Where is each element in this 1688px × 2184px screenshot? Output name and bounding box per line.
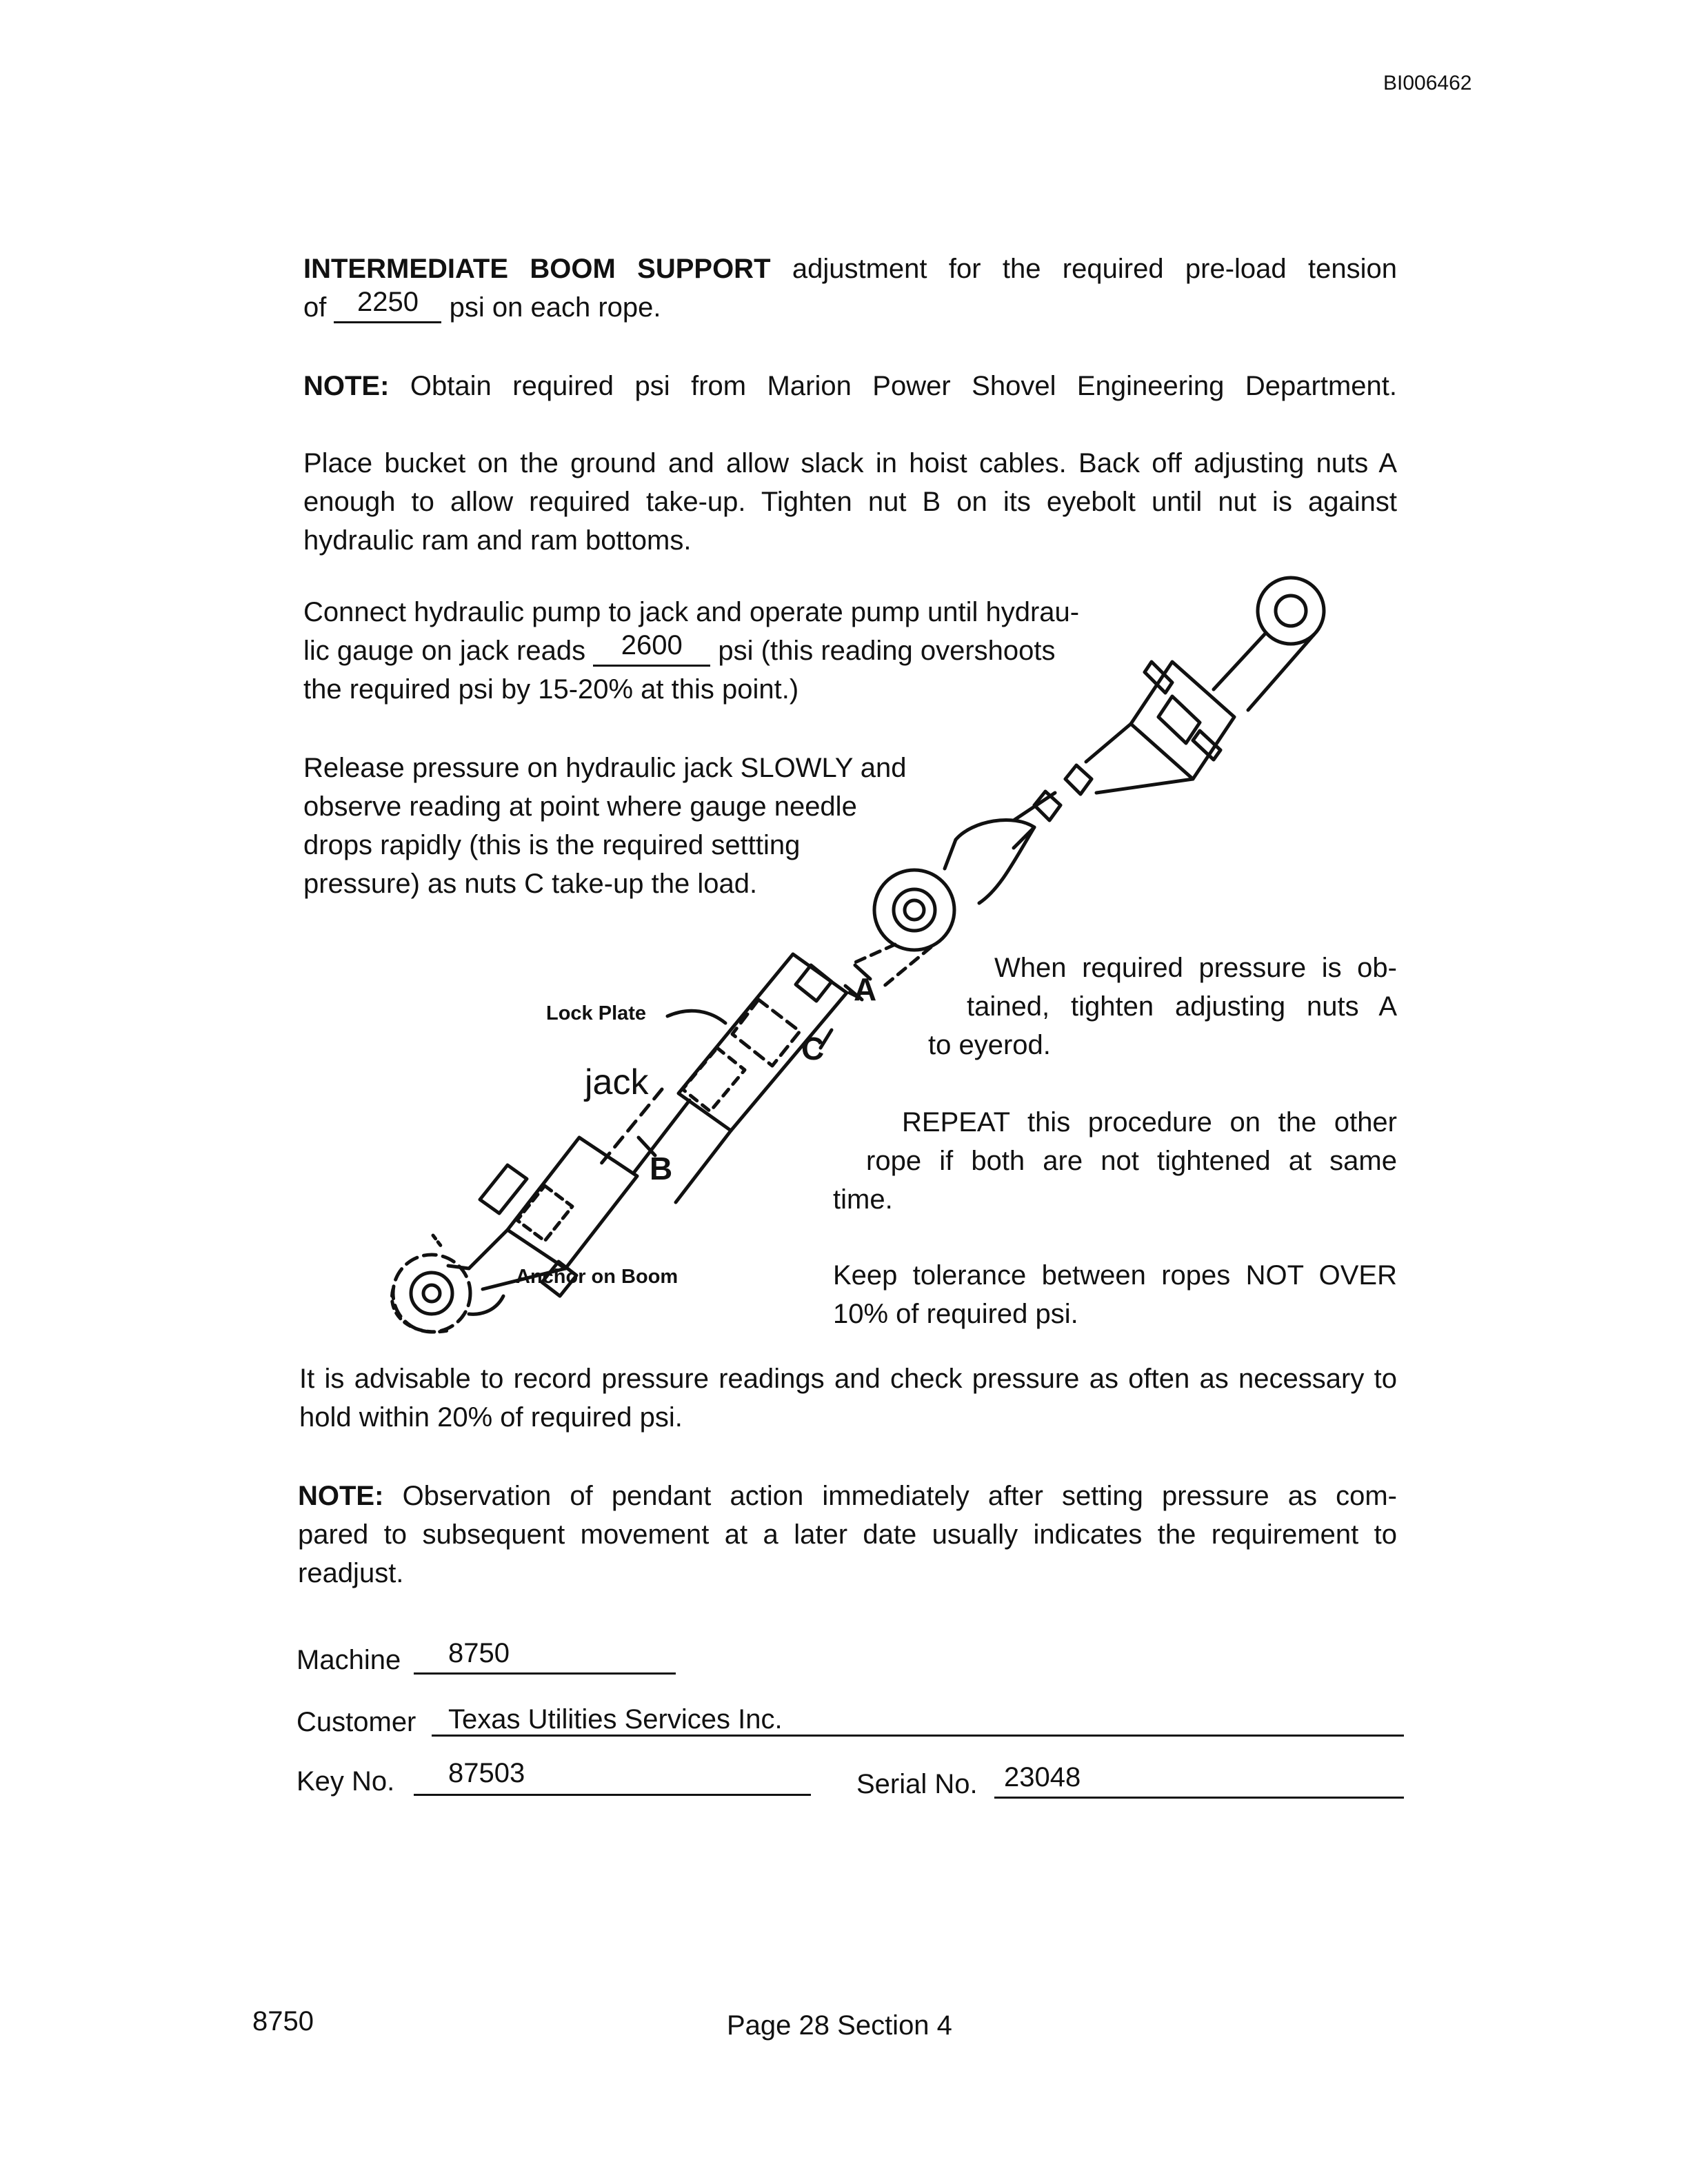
tolerance-line-1: Keep tolerance between ropes NOT OVER [833, 1260, 1397, 1291]
section-heading: INTERMEDIATE BOOM SUPPORT [303, 254, 771, 284]
repeat-line-2: rope if both are not tightened at same [866, 1146, 1397, 1176]
required-psi-field: 2250 [334, 294, 441, 323]
customer-value: Texas Utilities Services Inc. [448, 1704, 783, 1735]
obtained-line-3: to eyerod. [928, 1030, 1051, 1060]
lock-plate-label: Lock Plate [546, 1002, 647, 1024]
jack-label: jack [585, 1062, 649, 1102]
place-line-3: hydraulic ram and ram bottoms. [303, 525, 692, 556]
serial-no-value: 23048 [1004, 1762, 1081, 1792]
serial-no-label: Serial No. [856, 1769, 978, 1799]
obtained-line-1: When required pressure is ob- [994, 953, 1397, 983]
advisable-line-1: It is advisable to record pressure readings and check pressure as often as necessary to [299, 1364, 1397, 1394]
middle-eye-icon [855, 870, 954, 987]
nut-c-label: C [801, 1031, 825, 1066]
machine-value: 8750 [448, 1638, 510, 1668]
repeat-line-3: time. [833, 1184, 893, 1215]
obtained-line-2: tained, tighten adjusting nuts A [967, 991, 1397, 1022]
intro-text-b: psi on each rope. [449, 292, 661, 323]
customer-label: Customer [297, 1707, 416, 1737]
connect-line-1: Connect hydraulic pump to jack and operate pump until hydrau- [303, 597, 1080, 627]
nut-a-label: A [854, 971, 877, 1007]
note-label: NOTE: [298, 1481, 384, 1511]
document-id: BI006462 [1383, 72, 1472, 94]
key-no-label: Key No. [297, 1766, 395, 1797]
footer-page-section: Page 28 Section 4 [727, 2010, 952, 2041]
release-line-1: Release pressure on hydraulic jack SLOWLY and [303, 753, 907, 783]
note-label: NOTE: [303, 371, 390, 401]
nut-b-label: B [650, 1151, 673, 1186]
note2-line-2: pared to subsequent movement at a later date usually indicates the requirement to [298, 1519, 1397, 1550]
advisable-line-2: hold within 20% of required psi. [299, 1402, 683, 1433]
lock-plate-leader [667, 1011, 725, 1023]
repeat-line-1: REPEAT this procedure on the other [902, 1107, 1397, 1138]
release-line-4: pressure) as nuts C take-up the load. [303, 869, 758, 899]
footer-machine-number: 8750 [252, 2006, 314, 2036]
place-line-1: Place bucket on the ground and allow slack in hoist cables. Back off adjusting nuts A [303, 448, 1397, 478]
intro-text-a: adjustment for the required pre-load tension [792, 254, 1397, 284]
connect-line-2a: lic gauge on jack reads [303, 636, 586, 666]
anchor-on-boom-label: Anchor on Boom [516, 1266, 679, 1288]
connect-line-2b: psi (this reading overshoots [718, 636, 1056, 666]
top-eye-icon [1214, 578, 1324, 710]
release-line-2: observe reading at point where gauge needle [303, 791, 857, 822]
machine-label: Machine [297, 1645, 401, 1675]
advisable-paragraph [299, 1359, 1397, 1437]
intro-of: of [303, 292, 327, 323]
note2-line-3: readjust. [298, 1558, 404, 1588]
tolerance-line-2: 10% of required psi. [833, 1299, 1078, 1329]
connect-line-3: the required psi by 15-20% at this point.) [303, 674, 799, 705]
key-no-value: 87503 [448, 1758, 525, 1788]
place-line-2: enough to allow required take-up. Tighten nut B on its eyebolt until nut is against [303, 487, 1397, 517]
upper-clevis-icon [1034, 662, 1234, 820]
gauge-reading-field: 2600 [593, 637, 710, 667]
release-line-3: drops rapidly (this is the required settting [303, 830, 801, 860]
note2-line-1: Observation of pendant action immediately after setting pressure as com- [402, 1481, 1397, 1511]
note-text: Obtain required psi from Marion Power Shovel Engineering Department. [410, 371, 1397, 401]
note-observation [298, 1477, 1397, 1593]
